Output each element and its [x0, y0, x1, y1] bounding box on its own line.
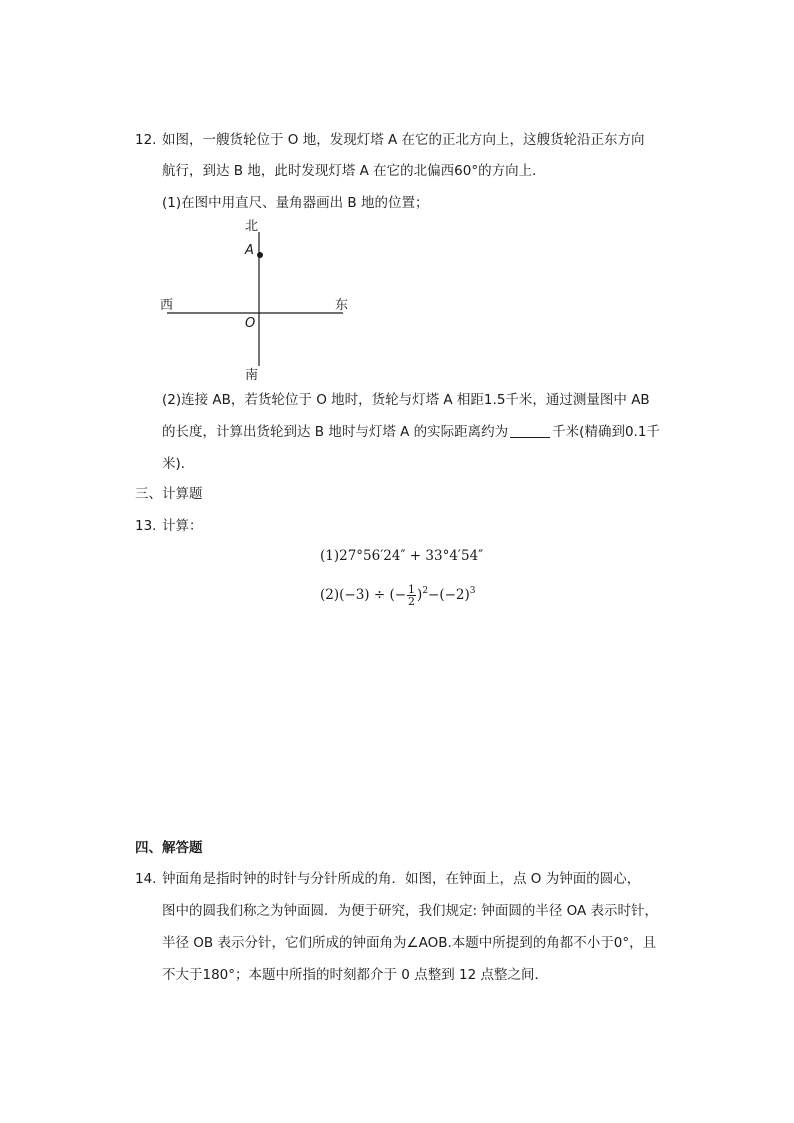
part-2-text-a: 的长度，计算出货轮到达 B 地时与灯塔 A 的实际距离约为	[162, 424, 509, 440]
east-label: 东	[335, 298, 349, 313]
north-label: 北	[245, 219, 259, 234]
question-14-text-line-4: 不大于180°；本题中所指的时刻都介于 0 点整到 12 点整之间．	[162, 967, 548, 983]
section-4-title: 四、解答题	[135, 840, 203, 856]
question-14-text-line-1: 钟面角是指时钟的时针与分针所成的角．如图，在钟面上，点 O 为钟面的圆心，	[162, 871, 641, 887]
question-12-number: 12.	[135, 132, 157, 148]
part-2-text-b: 千米(精确到0.1千	[552, 424, 660, 440]
fraction-numerator: 1	[408, 583, 416, 596]
question-13-prompt: 计算：	[162, 518, 203, 534]
point-o-label: O	[245, 316, 256, 331]
question-12-text-line-2: 航行，到达 B 地，此时发现灯塔 A 在它的北偏西60°的方向上．	[162, 163, 546, 179]
question-12-part-2-line-1: (2)连接 AB，若货轮位于 O 地时，货轮与灯塔 A 相距1.5千米，通过测量图中 AB	[162, 392, 650, 408]
expr-2-part-c: −(−2)	[428, 587, 470, 603]
question-14-number: 14.	[135, 871, 157, 887]
compass-figure	[155, 214, 355, 384]
fraction-one-half	[407, 584, 416, 607]
question-12-part-1: (1)在图中用直尺、量角器画出 B 地的位置；	[162, 195, 429, 211]
expr-2-part-b: )	[417, 587, 423, 603]
expr-2-part-a: (2)(−3) ÷ (−	[320, 587, 407, 603]
lighthouse-a-point	[257, 252, 263, 258]
question-14-text-line-2: 图中的圆我们称之为钟面圆．为便于研究，我们规定: 钟面圆的半径 OA 表示时针，	[162, 903, 659, 919]
question-12-part-2-line-2	[162, 422, 660, 442]
question-13-number: 13.	[135, 518, 157, 534]
question-14-text-line-3: 半径 OB 表示分针，它们所成的钟面角为∠AOB.本题中所提到的角都不小于0°，且	[162, 935, 657, 951]
west-label: 西	[160, 298, 174, 313]
exponent-2: 3	[469, 586, 476, 596]
point-a-label: A	[245, 243, 254, 258]
question-13-expression-2	[320, 576, 476, 610]
section-3-title: 三、计算题	[135, 486, 203, 502]
exponent-1: 2	[422, 586, 429, 596]
question-13-expression-1: (1)27°56′24″ + 33°4′54″	[320, 548, 484, 564]
south-label: 南	[245, 368, 259, 383]
fraction-denominator: 2	[408, 595, 416, 608]
question-12-text-line-1: 如图，一艘货轮位于 O 地，发现灯塔 A 在它的正北方向上，这艘货轮沿正东方向	[162, 132, 645, 148]
answer-blank[interactable]	[510, 423, 550, 438]
question-12-part-2-line-3: 米)．	[162, 456, 195, 472]
